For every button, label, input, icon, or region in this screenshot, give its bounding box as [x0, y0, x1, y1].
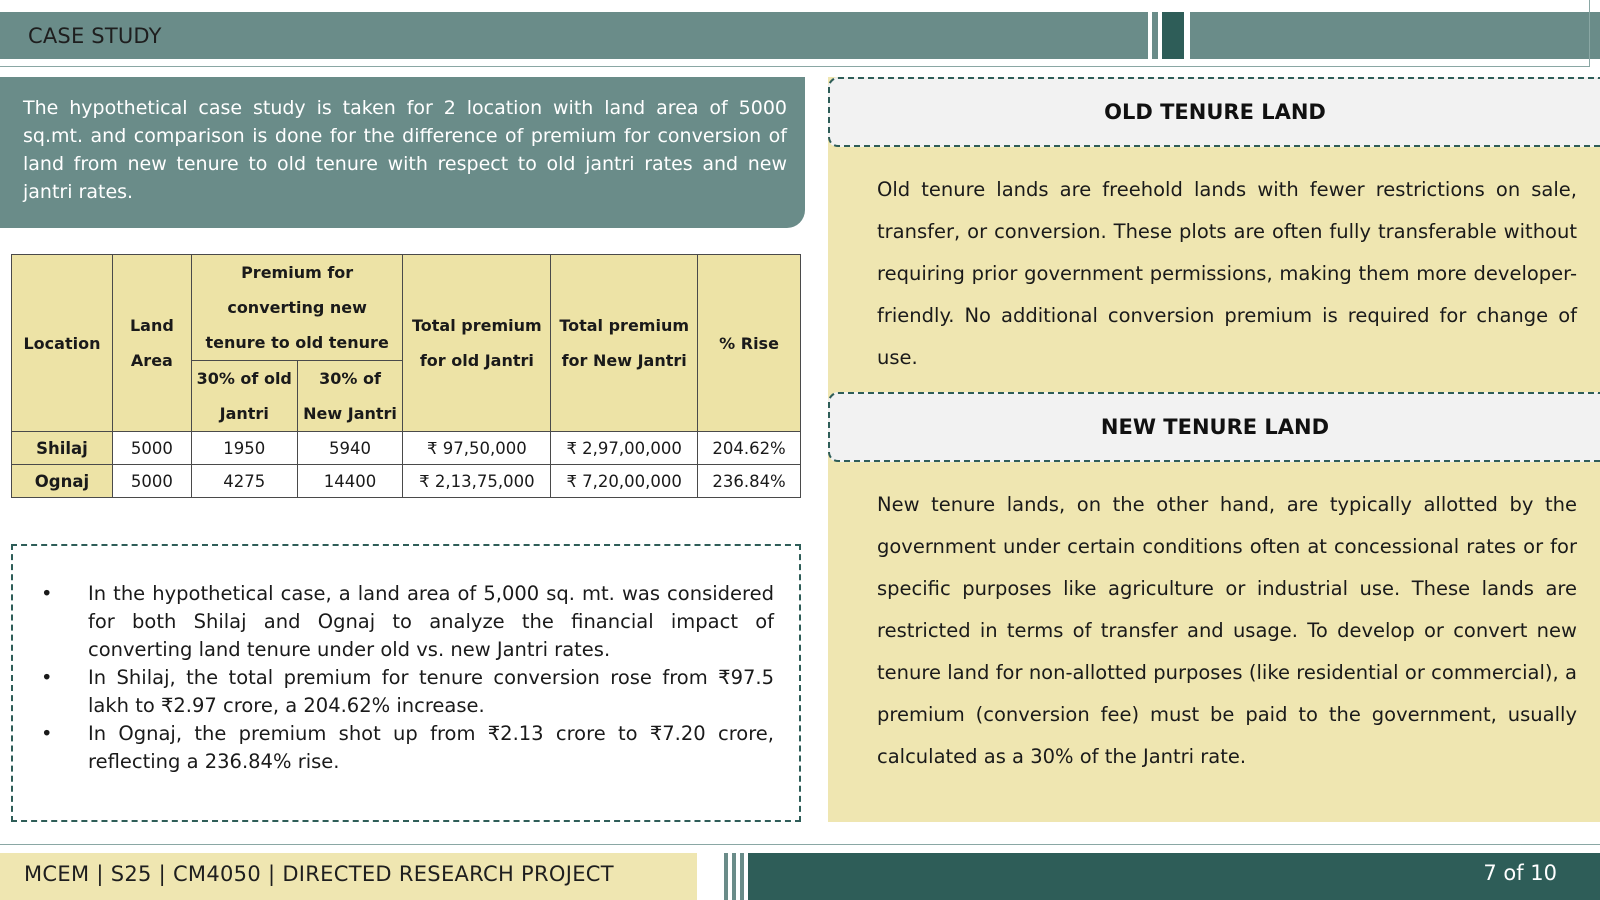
cell-land-area: 5000 [112, 432, 191, 465]
old-tenure-title: OLD TENURE LAND [1104, 100, 1326, 124]
cell-old-30: 4275 [191, 465, 297, 498]
header-total-old: Total premium for old Jantri [403, 255, 551, 432]
header-land-area: Land Area [112, 255, 191, 432]
footer-stripe [740, 853, 744, 900]
cell-location: Ognaj [12, 465, 113, 498]
footer-bar-right [748, 853, 1600, 900]
premium-table [11, 254, 801, 498]
intro-box [0, 77, 805, 228]
bullet-text: In Shilaj, the total premium for tenure conversion rose from ₹97.5 lakh to ₹2.97 crore, a 204.62% increase. [88, 666, 774, 717]
summary-box [11, 544, 801, 822]
header-rise: % Rise [698, 255, 801, 432]
cell-total-old: ₹ 97,50,000 [403, 432, 551, 465]
cell-total-old: ₹ 2,13,75,000 [403, 465, 551, 498]
cell-new-30: 14400 [297, 465, 403, 498]
summary-list [41, 580, 774, 776]
header-bar-right [1190, 12, 1600, 59]
header-stripe [1152, 12, 1158, 59]
list-item [41, 720, 774, 776]
header-bar [0, 12, 1142, 59]
header-old-30: 30% of old Jantri [191, 361, 297, 432]
list-item [41, 664, 774, 720]
page-title: CASE STUDY [28, 24, 162, 48]
old-tenure-heading-box [828, 77, 1600, 147]
bullet-text: In Ognaj, the premium shot up from ₹2.13 crore to ₹7.20 crore, reflecting a 236.84% rise. [88, 722, 774, 773]
header-stripe-dark [1162, 12, 1184, 59]
header-stripe [1142, 12, 1148, 59]
cell-total-new: ₹ 2,97,00,000 [551, 432, 698, 465]
cell-total-new: ₹ 7,20,00,000 [551, 465, 698, 498]
bullet-icon: • [41, 722, 53, 745]
table-row [12, 432, 801, 465]
cell-new-30: 5940 [297, 432, 403, 465]
footer-stripe [724, 853, 728, 900]
bullet-icon: • [41, 666, 53, 689]
header-divider [0, 66, 1590, 67]
header-location: Location [12, 255, 113, 432]
header-total-new: Total premium for New Jantri [551, 255, 698, 432]
list-item [41, 580, 774, 664]
bullet-icon: • [41, 582, 53, 605]
header-premium-group: Premium for converting new tenure to old tenure [191, 255, 403, 361]
footer-stripe [732, 853, 736, 900]
header-divider-vertical [1589, 0, 1590, 67]
table-row [12, 465, 801, 498]
footer-course-text: MCEM | S25 | CM4050 | DIRECTED RESEARCH PROJECT [24, 862, 614, 886]
new-tenure-title: NEW TENURE LAND [1100, 415, 1330, 439]
intro-text: The hypothetical case study is taken for 2 location with land area of 5000 sq.mt. and comparison is done for the difference of premium for conversion of land from new tenure to old tenure with respect to old jantri rates and new jantri rates. [23, 97, 787, 203]
cell-old-30: 1950 [191, 432, 297, 465]
cell-location: Shilaj [12, 432, 113, 465]
new-tenure-body: New tenure lands, on the other hand, are typically allotted by the government under certain conditions often at concessional rates or for specific purposes like agriculture or industrial use. These lands are restricted in terms of transfer and usage. To develop or convert new tenure land for non-allotted purposes (like residential or commercial), a premium (conversion fee) must be paid to the government, usually calculated as a 30% of the Jantri rate. [877, 493, 1577, 768]
page-number: 7 of 10 [1483, 861, 1557, 885]
old-tenure-body: Old tenure lands are freehold lands with fewer restrictions on sale, transfer, or conversion. These plots are often fully transferable without requiring prior government permissions, making them more developer-friendly. No additional conversion premium is required for change of use. [877, 178, 1577, 369]
cell-rise: 204.62% [698, 432, 801, 465]
cell-land-area: 5000 [112, 465, 191, 498]
footer-divider [0, 844, 1600, 845]
new-tenure-heading-box [828, 392, 1600, 462]
cell-rise: 236.84% [698, 465, 801, 498]
header-new-30: 30% of New Jantri [297, 361, 403, 432]
bullet-text: In the hypothetical case, a land area of 5,000 sq. mt. was considered for both Shilaj and Ognaj to analyze the financial impact of converting land tenure under old vs. new Jantri rates. [88, 582, 774, 661]
